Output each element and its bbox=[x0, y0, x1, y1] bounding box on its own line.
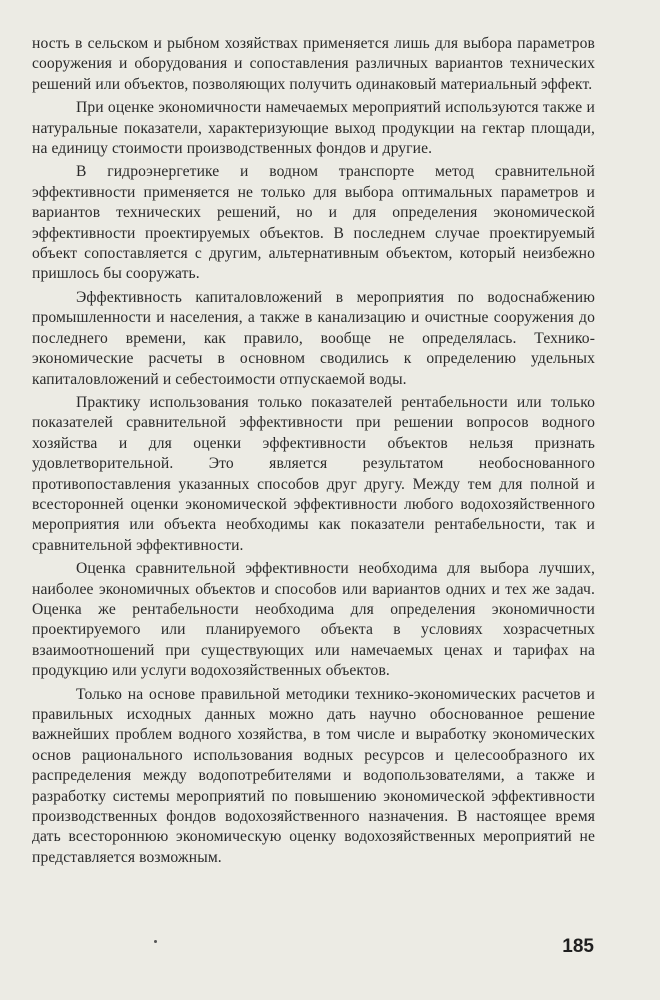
print-speck bbox=[154, 940, 157, 943]
paragraph-6: Оценка сравнительной эффективности необходима для выбора лучших, наиболее экономичных объектов и способов или вариантов одних и тех же задач. Оценка же рентабельности необходима для определения экономичности проектируемого или планируемого объекта в условиях хозрасчетных взаимоотношений при существующих или намечаемых ценах и тарифах на продукцию или услуги водохозяйственных объектов. bbox=[32, 560, 595, 680]
page-number: 185 bbox=[562, 936, 594, 957]
paragraph-1: ность в сельском и рыбном хозяйствах применяется лишь для выбора параметров сооружения и оборудования и сопоставления различных вариантов технических решений или объектов, позволяющих получить одинаковый материальный эффект. bbox=[32, 35, 595, 93]
paragraph-5: Практику использования только показателей рентабельности или только показателей сравнительной эффективности при решении вопросов водного хозяйства и для оценки эффективности объектов нельзя признать удовлетворительной. Это является результатом необоснованного противопоставления указанных способов друг другу. Между тем для полной и всесторонней оценки экономической эффективности любого водохозяйственного мероприятия или объекта необходимы как показатели рентабельности, так и сравнительной эффективности. bbox=[32, 393, 595, 554]
paragraph-3: В гидроэнергетике и водном транспорте метод сравнительной эффективности применяется не только для выбора оптимальных параметров и вариантов технических решений, но и для определения экономической эффективности проектируемых объектов. В последнем случае проектируемый объект сопоставляется с другим, альтернативным объектом, который неизбежно пришлось бы сооружать. bbox=[32, 163, 595, 283]
paragraph-4: Эффективность капиталовложений в мероприятия по водоснабжению промышленности и населения, а также в канализацию и очистные сооружения до последнего времени, как правило, вообще не определялась. Технико-экономические расчеты в основном сводились к определению удельных капиталовложений и себестоимости отпускаемой воды. bbox=[32, 288, 595, 388]
paragraph-2: При оценке экономичности намечаемых мероприятий используются также и натуральные показатели, характеризующие выход продукции на гектар площади, на единицу стоимости производственных фондов и другие. bbox=[32, 99, 595, 158]
paragraph-7: Только на основе правильной методики технико-экономических расчетов и правильных исходных данных можно дать научно обоснованное решение важнейших проблем водного хозяйства, в том числе и выработку экономических основ рационального использования водных ресурсов и целесообразного их распределения между водопотребителями и водопользователями, а также и разработку системы мероприятий по повышению экономической эффективности производственных фондов водохозяйственного назначения. В настоящее время дать всестороннюю экономическую оценку водохозяйственных мероприятий не представляется возможным. bbox=[32, 685, 595, 866]
body-text bbox=[32, 34, 595, 871]
